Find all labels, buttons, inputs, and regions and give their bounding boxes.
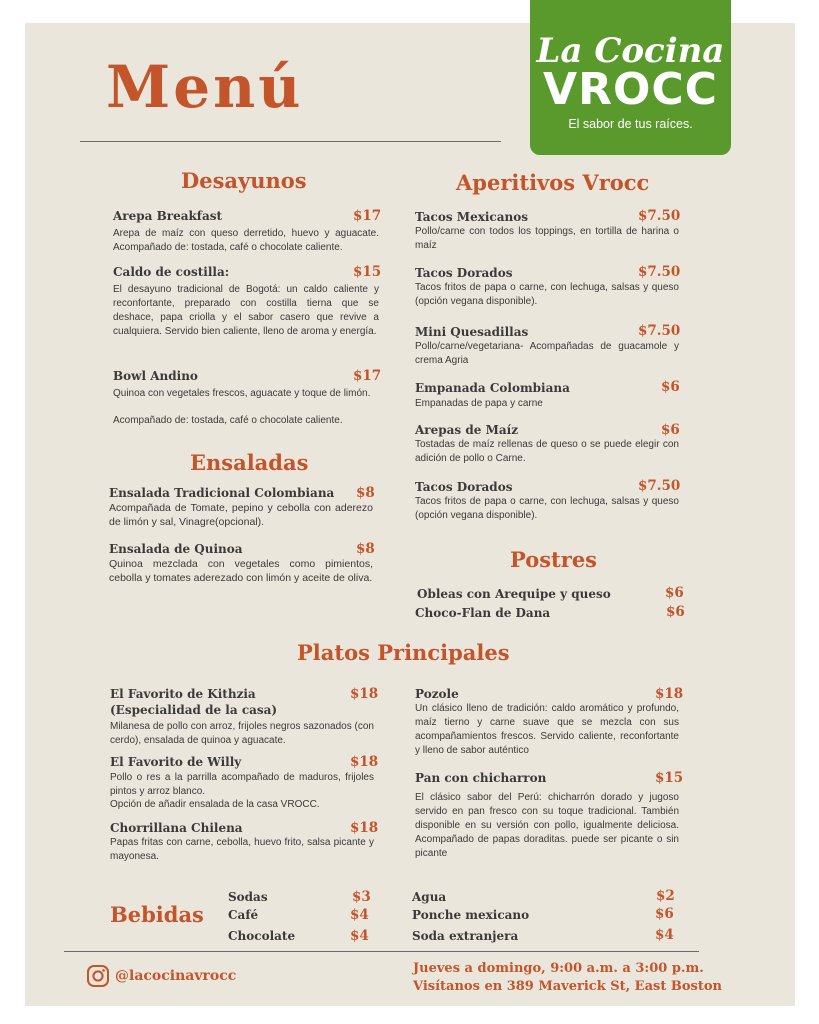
item-name: Empanada Colombiana (415, 381, 570, 395)
drink-name: Café (228, 908, 259, 922)
logo-tagline: El sabor de tus raíces. (568, 117, 693, 131)
drink-price: $6 (655, 906, 674, 922)
item-description: Tacos fritos de papa o carne, con lechuga, salsas y queso (opción vegana disponible). (415, 496, 679, 521)
item-name: El Favorito de Willy (110, 755, 242, 769)
item-name: Chorrillana Chilena (110, 821, 243, 835)
drink-price: $2 (656, 888, 675, 904)
section-heading-ensaladas: Ensaladas (190, 450, 309, 475)
item-price: $7.50 (638, 323, 681, 339)
item-description-extra: Acompañado de: tostada, café o chocolate caliente. (113, 415, 343, 426)
item-price: $8 (356, 485, 375, 501)
item-name: El Favorito de Kithzia (110, 687, 256, 701)
item-description: Empanadas de papa y carne (415, 398, 543, 409)
page-title: Menú (106, 53, 304, 121)
drink-name: Ponche mexicano (412, 908, 530, 922)
section-heading-aperitivos: Aperitivos Vrocc (456, 170, 650, 195)
section-heading-bebidas: Bebidas (110, 902, 204, 927)
drink-price: $4 (655, 927, 674, 943)
item-price: $6 (661, 379, 680, 395)
item-description: El clásico sabor del Perú: chicharrón dorado y jugoso servido en pan fresco con su toque tradicional. También disponible en su versión con pollo, igualmente deliciosa. Acompañado de papas doraditas. puede ser picante o sin picante (415, 792, 679, 859)
item-description: Tostadas de maíz rellenas de queso o se puede elegir con adición de pollo o Carne. (415, 439, 679, 464)
item-price: $6 (661, 422, 680, 438)
item-price: $18 (350, 754, 379, 770)
opening-hours: Jueves a domingo, 9:00 a.m. a 3:00 p.m. (413, 961, 704, 976)
item-description: Pollo/carne con todos los toppings, en tortilla de harina o maíz (415, 226, 679, 251)
item-description: Milanesa de pollo con arroz, frijoles negros sazonados (con cerdo), ensalada de quinoa y aguacate. (110, 721, 374, 746)
item-price: $7.50 (638, 264, 681, 280)
section-heading-platos: Platos Principales (297, 640, 510, 665)
item-price: $6 (666, 604, 685, 620)
item-description: Un clásico lleno de tradición: caldo aromático y profundo, maíz tierno y carne suave que se mezcla con sus acompañamientos frescos. Servido caliente, reconfortante y lleno de sabor auténtico (415, 703, 679, 756)
item-name: Arepas de Maíz (415, 423, 519, 437)
item-price: $17 (353, 208, 382, 224)
item-description: Quinoa mezclada con vegetales como pimientos, cebolla y tomates aderezado con limón y aceite de oliva. (109, 558, 373, 584)
item-price: $18 (350, 820, 379, 836)
item-price: $17 (353, 368, 382, 384)
item-name: Mini Quesadillas (415, 325, 529, 339)
item-description-extra: Opción de añadir ensalada de la casa VROCC. (110, 799, 320, 810)
section-heading-desayunos: Desayunos (181, 168, 307, 193)
item-description: Pollo/carne/vegetariana- Acompañadas de guacamole y crema Agria (415, 341, 679, 366)
instagram-icon[interactable] (86, 964, 110, 988)
footer-divider (64, 951, 699, 952)
title-divider (80, 141, 501, 142)
item-price: $6 (665, 585, 684, 601)
item-description: Arepa de maíz con queso derretido, huevo y aguacate. Acompañado de: tostada, café o chocolate caliente. (113, 228, 379, 253)
item-price: $15 (655, 770, 684, 786)
item-name: Pan con chicharron (415, 771, 547, 785)
drink-price: $4 (350, 928, 369, 944)
item-name: Bowl Andino (113, 369, 198, 383)
drink-price: $4 (350, 907, 369, 923)
item-name: Tacos Dorados (415, 266, 513, 280)
item-name: Arepa Breakfast (113, 209, 223, 223)
item-name: Pozole (415, 687, 459, 701)
item-name-subtitle: (Especialidad de la casa) (110, 703, 278, 717)
brand-logo (530, 0, 731, 155)
logo-line-1: La Cocina (536, 31, 725, 71)
drink-price: $3 (352, 889, 371, 905)
item-price: $8 (356, 541, 375, 557)
section-heading-postres: Postres (510, 547, 598, 572)
item-price: $15 (353, 264, 382, 280)
item-price: $7.50 (638, 208, 681, 224)
item-description: Pollo o res a la parrilla acompañado de maduros, frijoles pintos y arroz blanco. (110, 772, 374, 797)
item-price: $18 (350, 686, 379, 702)
item-description: Quinoa con vegetales frescos, aguacate y toque de limón. (113, 388, 371, 399)
item-name: Choco-Flan de Dana (415, 606, 551, 620)
item-name: Tacos Mexicanos (415, 210, 528, 224)
drink-name: Sodas (228, 890, 268, 904)
item-description: Papas fritas con carne, cebolla, huevo frito, salsa picante y mayonesa. (110, 837, 374, 862)
drink-name: Soda extranjera (412, 929, 519, 943)
instagram-handle-link[interactable]: @lacocinavrocc (115, 968, 237, 984)
item-description: Tacos fritos de papa o carne, con lechuga, salsas y queso (opción vegana disponible). (415, 282, 679, 307)
item-name: Tacos Dorados (415, 480, 513, 494)
item-price: $7.50 (638, 478, 681, 494)
item-name: Ensalada Tradicional Colombiana (109, 486, 335, 500)
item-name: Obleas con Arequipe y queso (417, 587, 611, 601)
drink-name: Chocolate (228, 929, 296, 943)
drink-name: Agua (412, 890, 447, 904)
address: Visítanos en 389 Maverick St, East Boston (413, 979, 722, 994)
item-price: $18 (655, 686, 684, 702)
item-name: Ensalada de Quinoa (109, 542, 243, 556)
logo-line-2: VROCC (543, 64, 718, 115)
item-name: Caldo de costilla: (113, 265, 230, 279)
item-description: El desayuno tradicional de Bogotá: un caldo caliente y reconfortante, preparado con costilla tierna que se deshace, papa criolla y el sabor casero que revive a cualquiera. Servido bien caliente, lleno de aroma y energía. (113, 284, 379, 337)
item-description: Acompañada de Tomate, pepino y cebolla con aderezo de limón y sal, Vinagre(opcional). (109, 502, 373, 528)
